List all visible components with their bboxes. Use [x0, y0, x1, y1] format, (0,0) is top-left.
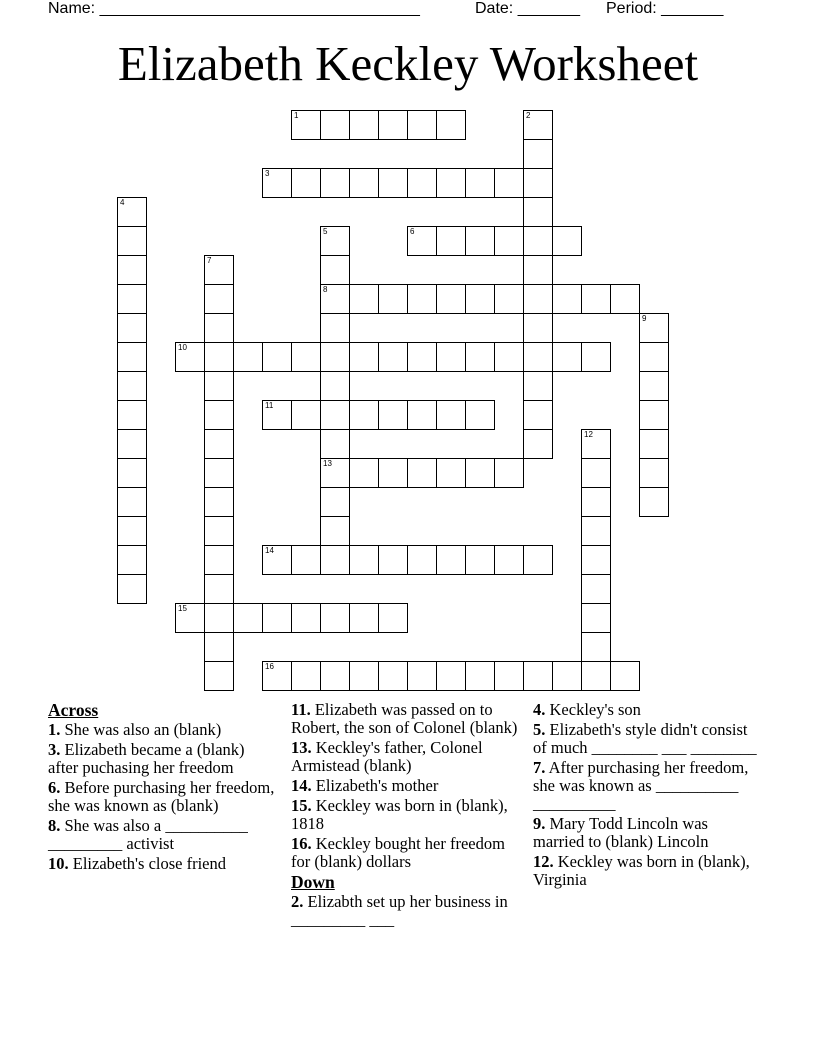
- grid-cell[interactable]: [523, 139, 553, 169]
- grid-cell[interactable]: [523, 110, 553, 140]
- grid-cell[interactable]: [610, 284, 640, 314]
- clue-number: 14: [265, 546, 274, 555]
- grid-cell[interactable]: [204, 429, 234, 459]
- grid-cell[interactable]: [320, 313, 350, 343]
- clue-down-7: 7. After purchasing her freedom, she was known as __________ __________: [533, 758, 749, 813]
- grid-cell[interactable]: [117, 313, 147, 343]
- grid-cell[interactable]: [610, 661, 640, 691]
- grid-cell[interactable]: [465, 400, 495, 430]
- grid-cell[interactable]: [523, 255, 553, 285]
- period-field[interactable]: Period: _______: [606, 0, 724, 17]
- grid-cell[interactable]: [465, 661, 495, 691]
- grid-cell[interactable]: [407, 400, 437, 430]
- grid-cell[interactable]: [291, 342, 321, 372]
- clue-number: 13: [323, 459, 332, 468]
- clue-number: 4: [120, 198, 125, 207]
- grid-cell[interactable]: [204, 371, 234, 401]
- clue-across-3: 3. Elizabeth became a (blank) after puchasing her freedom: [48, 740, 245, 777]
- grid-cell[interactable]: [494, 168, 524, 198]
- clue-number: 10: [178, 343, 187, 352]
- grid-cell[interactable]: [291, 168, 321, 198]
- grid-cell[interactable]: [262, 603, 292, 633]
- grid-cell[interactable]: [581, 661, 611, 691]
- grid-cell[interactable]: [523, 661, 553, 691]
- grid-cell[interactable]: [117, 255, 147, 285]
- grid-cell[interactable]: [639, 313, 669, 343]
- clues-column-1: [48, 701, 276, 875]
- header: [0, 0, 816, 20]
- date-field[interactable]: Date: _______: [475, 0, 580, 17]
- grid-cell[interactable]: [436, 661, 466, 691]
- clue-down-12: 12. Keckley was born in (blank), Virginia: [533, 852, 750, 889]
- grid-cell[interactable]: [320, 371, 350, 401]
- grid-cell[interactable]: [378, 603, 408, 633]
- grid-cell[interactable]: [117, 458, 147, 488]
- clue-down-2: 2. Elizabth set up her business in _________ ___: [291, 892, 508, 929]
- clue-across-11: 11. Elizabeth was passed on to Robert, the son of Colonel (blank): [291, 700, 518, 737]
- grid-cell[interactable]: [204, 574, 234, 604]
- down-heading: Down: [291, 872, 335, 892]
- clue-across-15: 15. Keckley was born in (blank), 1818: [291, 796, 508, 833]
- clues-column-2: [291, 701, 519, 931]
- clue-number: 1: [294, 111, 299, 120]
- clue-number: 15: [178, 604, 187, 613]
- clue-number: 12: [584, 430, 593, 439]
- grid-cell[interactable]: [581, 487, 611, 517]
- grid-cell[interactable]: [581, 429, 611, 459]
- clue-number: 7: [207, 256, 212, 265]
- grid-cell[interactable]: [291, 661, 321, 691]
- grid-cell[interactable]: [581, 458, 611, 488]
- grid-cell[interactable]: [494, 342, 524, 372]
- grid-cell[interactable]: [320, 603, 350, 633]
- grid-cell[interactable]: [436, 168, 466, 198]
- grid-cell[interactable]: [117, 342, 147, 372]
- name-field[interactable]: Name: ____________________________________: [48, 0, 420, 17]
- grid-cell[interactable]: [117, 226, 147, 256]
- grid-cell[interactable]: [117, 197, 147, 227]
- clue-number: 11: [265, 401, 274, 410]
- grid-cell[interactable]: [436, 110, 466, 140]
- grid-cell[interactable]: [552, 661, 582, 691]
- grid-cell[interactable]: [378, 110, 408, 140]
- grid-cell[interactable]: [407, 545, 437, 575]
- grid-cell[interactable]: [552, 226, 582, 256]
- grid-cell[interactable]: [349, 661, 379, 691]
- grid-cell[interactable]: [320, 255, 350, 285]
- grid-cell[interactable]: [204, 661, 234, 691]
- grid-cell[interactable]: [581, 632, 611, 662]
- grid-cell[interactable]: [465, 168, 495, 198]
- grid-cell[interactable]: [233, 342, 263, 372]
- grid-cell[interactable]: [639, 487, 669, 517]
- grid-cell[interactable]: [407, 284, 437, 314]
- grid-cell[interactable]: [204, 400, 234, 430]
- grid-cell[interactable]: [436, 226, 466, 256]
- grid-cell[interactable]: [117, 545, 147, 575]
- grid-cell[interactable]: [262, 342, 292, 372]
- clue-across-10: 10. Elizabeth's close friend: [48, 854, 226, 873]
- grid-cell[interactable]: [407, 661, 437, 691]
- grid-cell[interactable]: [523, 342, 553, 372]
- grid-cell[interactable]: [349, 342, 379, 372]
- grid-cell[interactable]: [465, 284, 495, 314]
- grid-cell[interactable]: [523, 226, 553, 256]
- grid-cell[interactable]: [581, 574, 611, 604]
- grid-cell[interactable]: [436, 458, 466, 488]
- grid-cell[interactable]: [204, 458, 234, 488]
- grid-cell[interactable]: [465, 226, 495, 256]
- grid-cell[interactable]: [349, 400, 379, 430]
- grid-cell[interactable]: [320, 458, 350, 488]
- grid-cell[interactable]: [494, 284, 524, 314]
- clue-across-16: 16. Keckley bought her freedom for (blank) dollars: [291, 834, 505, 871]
- grid-cell[interactable]: [320, 545, 350, 575]
- grid-cell[interactable]: [407, 458, 437, 488]
- grid-cell[interactable]: [320, 342, 350, 372]
- clue-down-9: 9. Mary Todd Lincoln was married to (blank) Lincoln: [533, 814, 709, 851]
- grid-cell[interactable]: [494, 545, 524, 575]
- grid-cell[interactable]: [204, 255, 234, 285]
- grid-cell[interactable]: [407, 110, 437, 140]
- grid-cell[interactable]: [291, 545, 321, 575]
- grid-cell[interactable]: [494, 458, 524, 488]
- grid-cell[interactable]: [320, 168, 350, 198]
- grid-cell[interactable]: [407, 342, 437, 372]
- grid-cell[interactable]: [523, 545, 553, 575]
- grid-cell[interactable]: [523, 197, 553, 227]
- grid-cell[interactable]: [320, 429, 350, 459]
- grid-cell[interactable]: [117, 284, 147, 314]
- grid-cell[interactable]: [407, 226, 437, 256]
- grid-cell[interactable]: [175, 603, 205, 633]
- clue-number: 6: [410, 227, 415, 236]
- page-title: Elizabeth Keckley Worksheet: [117, 36, 699, 91]
- grid-cell[interactable]: [581, 603, 611, 633]
- grid-cell[interactable]: [465, 545, 495, 575]
- grid-cell[interactable]: [349, 603, 379, 633]
- clue-number: 5: [323, 227, 328, 236]
- grid-cell[interactable]: [523, 313, 553, 343]
- grid-cell[interactable]: [320, 400, 350, 430]
- clues-column-3: [533, 701, 763, 891]
- grid-cell[interactable]: [262, 545, 292, 575]
- grid-cell[interactable]: [349, 458, 379, 488]
- grid-cell[interactable]: [581, 284, 611, 314]
- clue-number: 3: [265, 169, 270, 178]
- grid-cell[interactable]: [523, 400, 553, 430]
- grid-cell[interactable]: [204, 516, 234, 546]
- grid-cell[interactable]: [291, 400, 321, 430]
- grid-cell[interactable]: [436, 284, 466, 314]
- grid-cell[interactable]: [204, 545, 234, 575]
- clue-number: 9: [642, 314, 647, 323]
- clue-down-4: 4. Keckley's son: [533, 700, 641, 719]
- clue-down-5: 5. Elizabeth's style didn't consist of much ________ ___ ________: [533, 720, 757, 757]
- grid-cell[interactable]: [552, 284, 582, 314]
- grid-cell[interactable]: [349, 284, 379, 314]
- grid-cell[interactable]: [117, 574, 147, 604]
- grid-cell[interactable]: [465, 342, 495, 372]
- grid-cell[interactable]: [378, 284, 408, 314]
- grid-cell[interactable]: [175, 342, 205, 372]
- clue-across-14: 14. Elizabeth's mother: [291, 776, 439, 795]
- grid-cell[interactable]: [291, 603, 321, 633]
- grid-cell[interactable]: [639, 400, 669, 430]
- grid-cell[interactable]: [349, 110, 379, 140]
- grid-cell[interactable]: [320, 226, 350, 256]
- grid-cell[interactable]: [262, 400, 292, 430]
- across-heading: Across: [48, 700, 99, 720]
- grid-cell[interactable]: [436, 545, 466, 575]
- grid-cell[interactable]: [117, 400, 147, 430]
- grid-cell[interactable]: [204, 284, 234, 314]
- grid-cell[interactable]: [436, 400, 466, 430]
- grid-cell[interactable]: [349, 168, 379, 198]
- grid-cell[interactable]: [465, 458, 495, 488]
- grid-cell[interactable]: [262, 168, 292, 198]
- grid-cell[interactable]: [320, 110, 350, 140]
- clue-number: 8: [323, 285, 328, 294]
- grid-cell[interactable]: [320, 516, 350, 546]
- clue-across-13: 13. Keckley's father, Colonel Armistead (blank): [291, 738, 483, 775]
- grid-cell[interactable]: [523, 168, 553, 198]
- grid-cell[interactable]: [204, 313, 234, 343]
- grid-cell[interactable]: [320, 661, 350, 691]
- grid-cell[interactable]: [494, 661, 524, 691]
- grid-cell[interactable]: [378, 661, 408, 691]
- clue-number: 2: [526, 111, 531, 120]
- grid-cell[interactable]: [581, 545, 611, 575]
- grid-cell[interactable]: [378, 400, 408, 430]
- grid-cell[interactable]: [320, 487, 350, 517]
- grid-cell[interactable]: [117, 516, 147, 546]
- grid-cell[interactable]: [378, 168, 408, 198]
- clue-across-6: 6. Before purchasing her freedom, she was known as (blank): [48, 778, 275, 815]
- grid-cell[interactable]: [436, 342, 466, 372]
- grid-cell[interactable]: [378, 458, 408, 488]
- grid-cell[interactable]: [523, 429, 553, 459]
- clue-across-1: 1. She was also an (blank): [48, 720, 222, 739]
- grid-cell[interactable]: [349, 545, 379, 575]
- grid-cell[interactable]: [262, 661, 292, 691]
- grid-cell[interactable]: [204, 342, 234, 372]
- grid-cell[interactable]: [117, 429, 147, 459]
- grid-cell[interactable]: [378, 342, 408, 372]
- grid-cell[interactable]: [204, 603, 234, 633]
- grid-cell[interactable]: [639, 458, 669, 488]
- grid-cell[interactable]: [639, 429, 669, 459]
- grid-cell[interactable]: [117, 487, 147, 517]
- grid-cell[interactable]: [204, 632, 234, 662]
- grid-cell[interactable]: [552, 342, 582, 372]
- grid-cell[interactable]: [233, 603, 263, 633]
- grid-cell[interactable]: [523, 371, 553, 401]
- grid-cell[interactable]: [639, 371, 669, 401]
- grid-cell[interactable]: [494, 226, 524, 256]
- grid-cell[interactable]: [407, 168, 437, 198]
- grid-cell[interactable]: [320, 284, 350, 314]
- clue-across-8: 8. She was also a __________ _________ activist: [48, 816, 248, 853]
- clue-number: 16: [265, 662, 274, 671]
- grid-cell[interactable]: [204, 487, 234, 517]
- grid-cell[interactable]: [117, 371, 147, 401]
- grid-cell[interactable]: [378, 545, 408, 575]
- grid-cell[interactable]: [581, 516, 611, 546]
- grid-cell[interactable]: [581, 342, 611, 372]
- grid-cell[interactable]: [639, 342, 669, 372]
- grid-cell[interactable]: [523, 284, 553, 314]
- grid-cell[interactable]: [291, 110, 321, 140]
